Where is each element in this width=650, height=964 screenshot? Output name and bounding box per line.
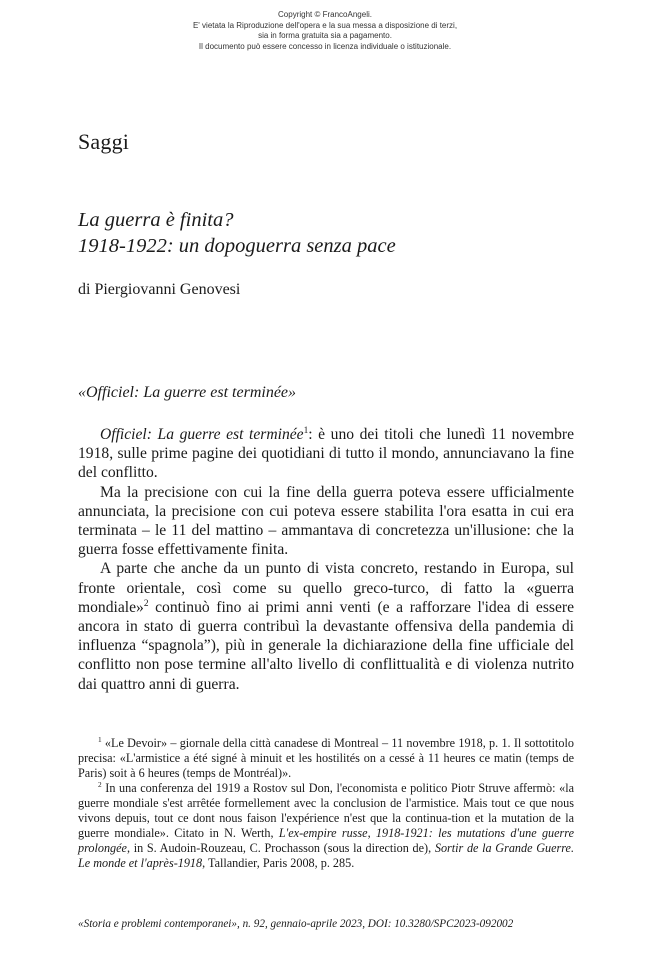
copyright-line: E' vietata la Riproduzione dell'opera e la sua messa a disposizione di terzi, <box>192 20 458 30</box>
footnote-text: , Tallandier, Paris 2008, p. 285. <box>202 856 355 870</box>
copyright-line: Il documento può essere concesso in licenza individuale o istituzionale. <box>198 41 452 51</box>
section-heading: «Officiel: La guerre est terminée» <box>78 384 297 401</box>
body-text <box>78 425 574 694</box>
copyright-line: sia in forma gratuita sia a pagamento. <box>258 31 392 40</box>
section-label: Saggi <box>78 129 130 154</box>
italic-title: Officiel: La guerre est terminée <box>100 426 304 443</box>
footnote-number: 1 <box>98 734 102 744</box>
title-line: La guerra è finita? <box>78 209 234 231</box>
footnote-text: In una conferenza del 1919 a Rostov sul Don, l'economista e politico Piotr Struve affermò: «la guerre mondiale s'est arrêtée formellement avec la conclusion de l'armistice. Mais tout ce que nous vivons depuis, tout ce dont nous faison l'expérience n'est que la continua-tion et la mutation de la guerre mondiale». Citato in N. Werth, <box>78 781 574 840</box>
footnote-text: «Le Devoir» – giornale della città canadese di Montreal – 11 novembre 1918, p. 1. Il sottotitolo precisa: «L'armistice a été signé à minuit et les hostilités on a cessé à 11 heures ce matin (temps de Paris) soit à 6 heures (temps de Montréal)». <box>78 736 574 780</box>
footnote-italic: L'ex-empire russe, 1918-1921: les mutations d'une guerre prolongée <box>78 826 574 855</box>
footnote <box>78 736 574 781</box>
footnote-ref[interactable]: 1 <box>303 425 309 436</box>
running-footer: «Storia e problemi contemporanei», n. 92, gennaio-aprile 2023, DOI: 10.3280/SPC2023-092002 <box>78 918 514 930</box>
paragraph <box>78 559 574 693</box>
author-byline: di Piergiovanni Genovesi <box>78 281 241 298</box>
copyright-notice <box>0 10 650 52</box>
paragraph-text: : è uno dei titoli che lunedì 11 novembre 1918, sulle prime pagine dei quotidiani di tutto il mondo, annunciavano la fine del conflitto. <box>78 426 574 482</box>
paragraph-text: A parte che anche da un punto di vista concreto, restando in Europa, sul fronte orientale, così come su quello greco-turco, di fatto la «guerra mondiale» <box>78 560 574 616</box>
footnote-ref[interactable]: 2 <box>143 598 149 609</box>
paragraph-text: continuò fino ai primi anni venti (e a rafforzare l'idea di essere ancora in stato di guerra contribuì la devastante offensiva della pandemia di influenza “spagnola”), più in generale la dichiarazione della fine ufficiale del conflitto non pose termine all'alto livello di conflittualità e di violenza nutrito dai quattro anni di guerra. <box>78 598 574 693</box>
article-title <box>78 207 396 259</box>
footnote-italic: Sortir de la Grande Guerre. Le monde et l'après-1918 <box>78 841 574 870</box>
footnotes <box>78 736 574 871</box>
paragraph: Ma la precisione con cui la fine della guerra poteva essere ufficialmente annunciata, la precisione con cui poteva essere stabilita l'ora esatta in cui era terminata – le 11 del mattino – ammantava di concretezza un'illusione: che la guerra fosse effettivamente finita. <box>78 483 574 559</box>
subtitle-line: 1918-1922: un dopoguerra senza pace <box>78 235 396 257</box>
paragraph <box>78 425 574 483</box>
footnote-number: 2 <box>98 779 102 789</box>
footnote-text: , in S. Audoin-Rouzeau, C. Prochasson (sous la direction de), <box>126 841 435 855</box>
copyright-line: Copyright © FrancoAngeli. <box>278 10 372 19</box>
footnote <box>78 781 574 871</box>
